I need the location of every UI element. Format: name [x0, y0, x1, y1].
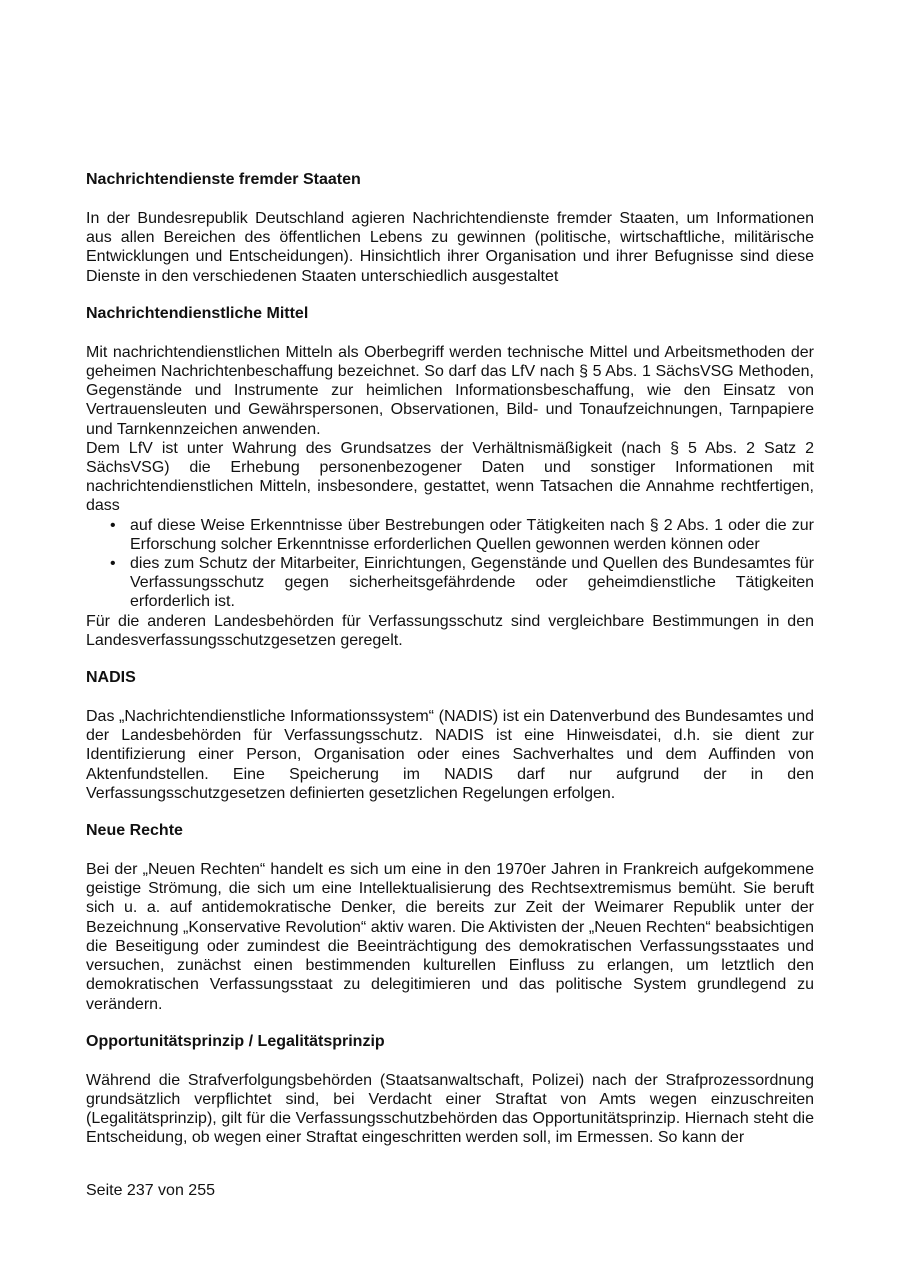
- section-heading: Neue Rechte: [86, 822, 183, 840]
- bullet-list: [86, 516, 814, 612]
- bullet-text: dies zum Schutz der Mitarbeiter, Einrichtungen, Gegenstände und Quellen des Bundesamtes für Verfassungsschutz gegen sicherheitsgefährdende oder geheimdienstliche Tätigkeiten erforderlich ist.: [130, 555, 814, 611]
- paragraph: Bei der „Neuen Rechten“ handelt es sich um eine in den 1970er Jahren in Frankreich aufgekommene geistige Strömung, die sich um eine Intellektualisierung des Rechtsextremismus bemüht. Sie beruft sich u. a. auf antidemokratische Denker, die bereits zur Zeit der Weimarer Republik unter der Bezeichnung „Konservative Revolution“ aktiv waren. Die Aktivisten der „Neuen Rechten“ beabsichtigen die Beseitigung oder zumindest die Beeinträchtigung des demokratischen Verfassungsstaates und versuchen, zunächst einen bestimmenden kulturellen Einfluss zu erlangen, um letztlich den demokratischen Verfassungsstaat zu delegitimieren und das politische System grundlegend zu verändern.: [86, 861, 814, 1013]
- document-page: [86, 170, 814, 1148]
- bullet-icon: •: [110, 516, 116, 534]
- section-heading: NADIS: [86, 669, 136, 687]
- section-heading: Opportunitätsprinzip / Legalitätsprinzip: [86, 1032, 385, 1050]
- section-nachrichtendienste-fremder-staaten: [86, 170, 814, 286]
- paragraph: Das „Nachrichtendienstliche Informationssystem“ (NADIS) ist ein Datenverbund des Bundesamtes und der Landesbehörden für Verfassungsschutz. NADIS ist eine Hinweisdatei, d.h. sie dient zur Identifizierung einer Person, Organisation oder eines Sachverhaltes und dem Auffinden von Aktenfundstellen. Eine Speicherung im NADIS darf nur aufgrund der in den Verfassungsschutzgesetzen definierten gesetzlichen Regelungen erfolgen.: [86, 708, 814, 802]
- section-neue-rechte: [86, 821, 814, 1014]
- paragraph: In der Bundesrepublik Deutschland agieren Nachrichtendienste fremder Staaten, um Informationen aus allen Bereichen des öffentlichen Lebens zu gewinnen (politische, wirtschaftliche, militärische Entwicklungen und Entscheidungen). Hinsichtlich ihrer Organisation und ihrer Befugnisse sind diese Dienste in den verschiedenen Staaten unterschiedlich ausgestaltet: [86, 210, 814, 285]
- section-heading: Nachrichtendienste fremder Staaten: [86, 171, 361, 188]
- bullet-text: auf diese Weise Erkenntnisse über Bestrebungen oder Tätigkeiten nach § 2 Abs. 1 oder die zur Erforschung solcher Erkenntnisse erforderlichen Quellen gewonnen werden können oder: [130, 516, 814, 553]
- paragraph: Mit nachrichtendienstlichen Mitteln als Oberbegriff werden technische Mittel und Arbeitsmethoden der geheimen Nachrichtenbeschaffung bezeichnet. So darf das LfV nach § 5 Abs. 1 SächsVSG Methoden, Gegenstände und Instrumente zur heimlichen Informationsbeschaffung, wie den Einsatz von Vertrauensleuten und Gewährspersonen, Observationen, Bild- und Tonaufzeichnungen, Tarnpapiere und Tarnkennzeichen anwenden.: [86, 343, 814, 438]
- section-heading: Nachrichtendienstliche Mittel: [86, 304, 309, 322]
- paragraph: Während die Strafverfolgungsbehörden (Staatsanwaltschaft, Polizei) nach der Strafprozessordnung grundsätzlich verpflichtet sind, bei Verdacht einer Straftat von Amts wegen einzuschreiten (Legalitätsprinzip), gilt für die Verfassungsschutzbehörden das Opportunitätsprinzip. Hiernach steht die Entscheidung, ob wegen einer Straftat eingeschritten werden soll, im Ermessen. So kann der: [86, 1071, 814, 1147]
- bullet-item: [86, 516, 814, 554]
- paragraph: Dem LfV ist unter Wahrung des Grundsatzes der Verhältnismäßigkeit (nach § 5 Abs. 2 Satz 2 SächsVSG) die Erhebung personenbezogener Daten und sonstiger Informationen mit nachrichtendienstlichen Mitteln, insbesondere, gestattet, wenn Tatsachen die Annahme rechtfertigen, dass: [86, 439, 814, 515]
- bullet-item: [86, 554, 814, 612]
- section-nadis: [86, 668, 814, 803]
- section-nachrichtendienstliche-mittel: [86, 304, 814, 650]
- section-opportunitaetsprinzip: [86, 1032, 814, 1148]
- paragraph: Für die anderen Landesbehörden für Verfassungsschutz sind vergleichbare Bestimmungen in den Landesverfassungsschutzgesetzen geregelt.: [86, 612, 814, 649]
- bullet-icon: •: [110, 555, 116, 573]
- page-number: Seite 237 von 255: [86, 1182, 215, 1199]
